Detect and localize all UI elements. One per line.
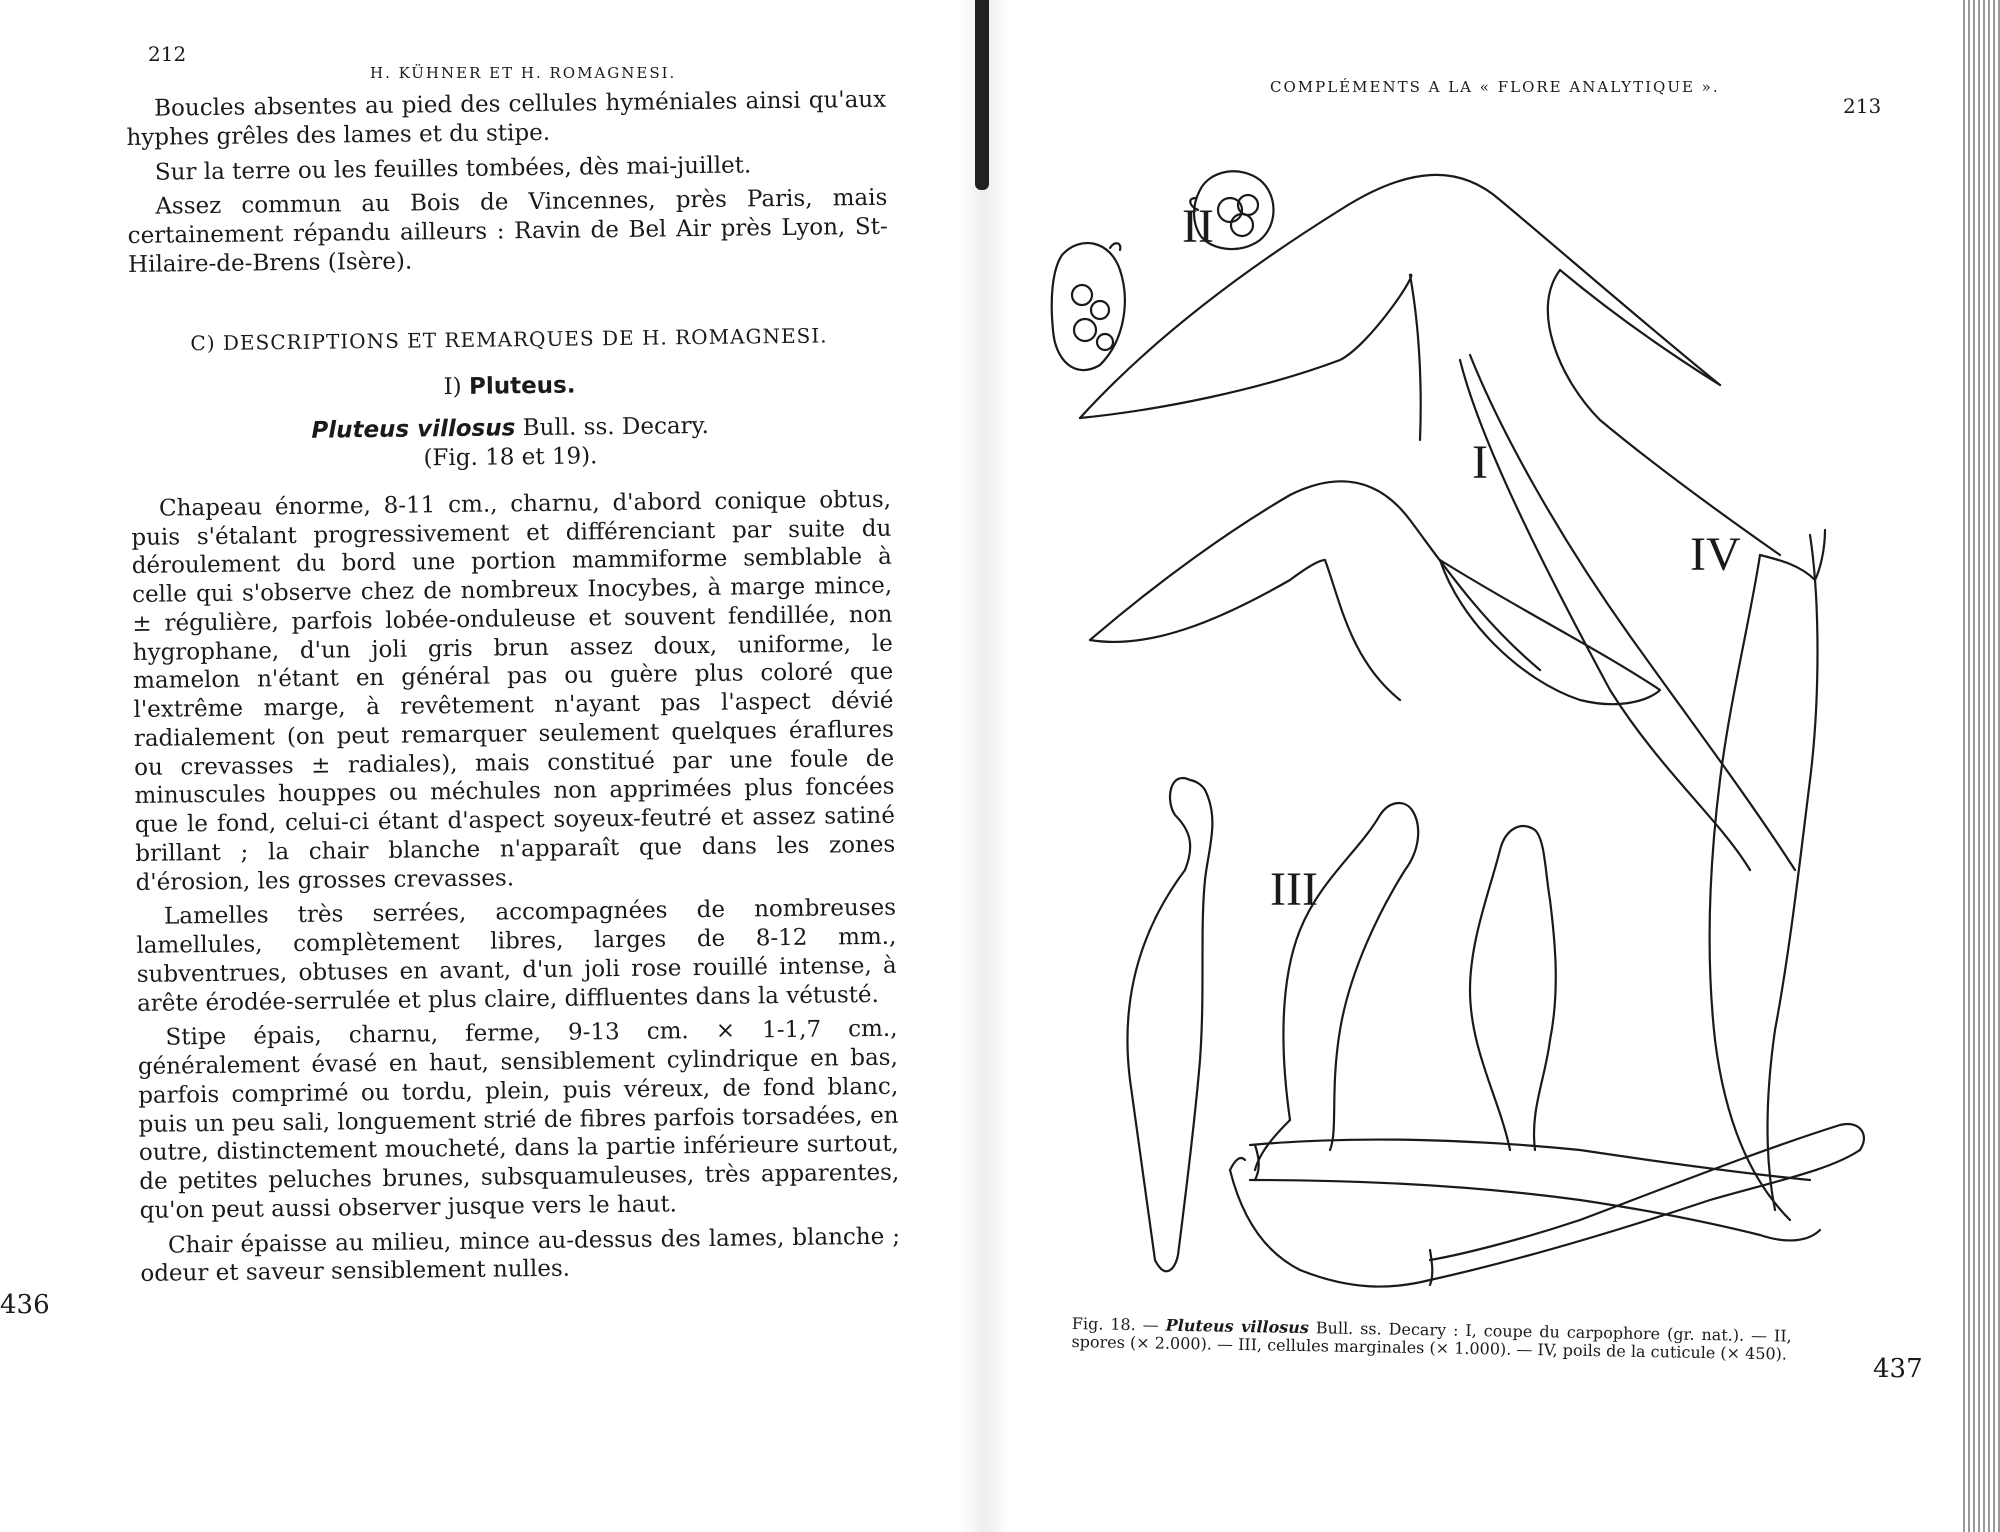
page-number-left: 212: [148, 42, 187, 66]
spore-left: [1052, 243, 1125, 370]
running-head-right: COMPLÉMENTS A LA « FLORE ANALYTIQUE ».: [1270, 78, 1720, 96]
paragraph-habitat: Sur la terre ou les feuilles tombées, dès mai-juillet.: [154, 151, 752, 186]
genus-heading-name: Pluteus.: [468, 372, 576, 400]
paragraph-stipe: Stipe épais, charnu, ferme, 9-13 cm. × 1-1,7 cm., généralement évasé en haut, sensiblement cylindrique en bas, parfois comprimé ou tordu, plein, puis véreux, de fond blanc, puis un peu sali, longuement strié de fibres parfois torsadées, en outre, distinctement moucheté, dans la partie inférieure surtout, de petites peluches brunes, subsquamuleuses, très apparentes, qu'on peut aussi observer jusque vers le haut.: [137, 1015, 900, 1224]
figure-label-II: II: [1182, 200, 1214, 253]
cuticle-hair-bottom: [1230, 1124, 1864, 1287]
section-heading: C) DESCRIPTIONS ET REMARQUES DE H. ROMAGNESI.: [190, 322, 828, 355]
marginal-cell-2: [1255, 803, 1418, 1170]
caption-text: Bull. ss. Decary : I, coupe du carpophore (gr. nat.). — II, spores (× 2.000). — III, cellules marginales (× 1.000). — IV, poils de la cuticule (× 450).: [1071, 1318, 1792, 1364]
cuticle-hair-long-left: [1460, 355, 1795, 870]
figure-label-IV: IV: [1690, 528, 1741, 581]
figure-18-drawing: [960, 0, 2000, 1320]
paragraph-chair: Chair épaisse au milieu, mince au-dessus des lames, blanche ; odeur et saveur sensiblement nulles.: [140, 1223, 901, 1288]
marginal-cell-1: [1127, 778, 1212, 1271]
paragraph-localities: Assez commun au Bois de Vincennes, près Paris, mais certainement répandu ailleurs : Ravin de Bel Air près Lyon, St-Hilaire-de-Brens (Isère).: [127, 184, 888, 278]
paragraph-boucles: Boucles absentes au pied des cellules hyméniales ainsi qu'aux hyphes grêles des lames et du stipe.: [126, 86, 887, 151]
figure-label-III: III: [1270, 863, 1318, 916]
figure-caption: [1071, 1315, 1792, 1364]
caption-prefix: Fig. 18. —: [1071, 1314, 1159, 1335]
cuticle-hair-long-right: [1710, 530, 1825, 1220]
paragraph-lamelles: Lamelles très serrées, accompagnées de nombreuses lamellules, complètement libres, larges de 8-12 mm., subventrues, obtuses en avant, d'un joli rose rouillé intense, à arête érodée-serrulée et plus claire, diffluentes dans la vétusté.: [136, 894, 897, 1017]
caption-species: Pluteus villosus: [1165, 1315, 1310, 1338]
right-page: [960, 0, 2000, 1532]
left-page: [0, 0, 960, 1532]
figure-label-I: I: [1472, 436, 1488, 489]
section-lower-outline: [1090, 481, 1660, 704]
genus-heading-prefix: I): [443, 373, 462, 400]
marginal-cell-3: [1470, 826, 1556, 1150]
page-edge-stack: [1960, 0, 2000, 1532]
left-body-text: [126, 86, 901, 1289]
margin-number-right: 437: [1873, 1354, 1923, 1384]
running-head-left: H. KÜHNER ET H. ROMAGNESI.: [370, 64, 677, 82]
paragraph-chapeau: Chapeau énorme, 8-11 cm., charnu, d'abord conique obtus, puis s'étalant progressivement et différenciant par suite du déroulement du bord une portion mammiforme semblable à celle qui s'observe chez de nombreux Inocybes, à marge mince, ± régulière, parfois lobée-onduleuse et souvent fendillée, non hygrophane, d'un joli gris brun assez doux, uniforme, le mamelon n'étant en général pas ou guère plus coloré que l'extrême marge, à revêtement n'ayant pas l'aspect dévié radialement (on peut remarquer seulement quelques éraflures ou crevasses ± radiales), mais constitué par une foule de minuscules houppes ou méchules non apprimées plus foncées que le fond, celui-ci étant d'aspect soyeux-feutré et assez satiné brillant ; la chair blanche n'apparaît que dans les zones d'érosion, les grosses crevasses.: [131, 486, 896, 896]
page-number-right: 213: [1843, 94, 1882, 118]
species-name: Pluteus villosus: [311, 415, 516, 445]
figure-reference: (Fig. 18 et 19).: [423, 443, 598, 472]
margin-number-left: 436: [0, 1290, 50, 1320]
species-author: Bull. ss. Decary.: [522, 413, 709, 442]
genus-heading: [129, 367, 889, 405]
